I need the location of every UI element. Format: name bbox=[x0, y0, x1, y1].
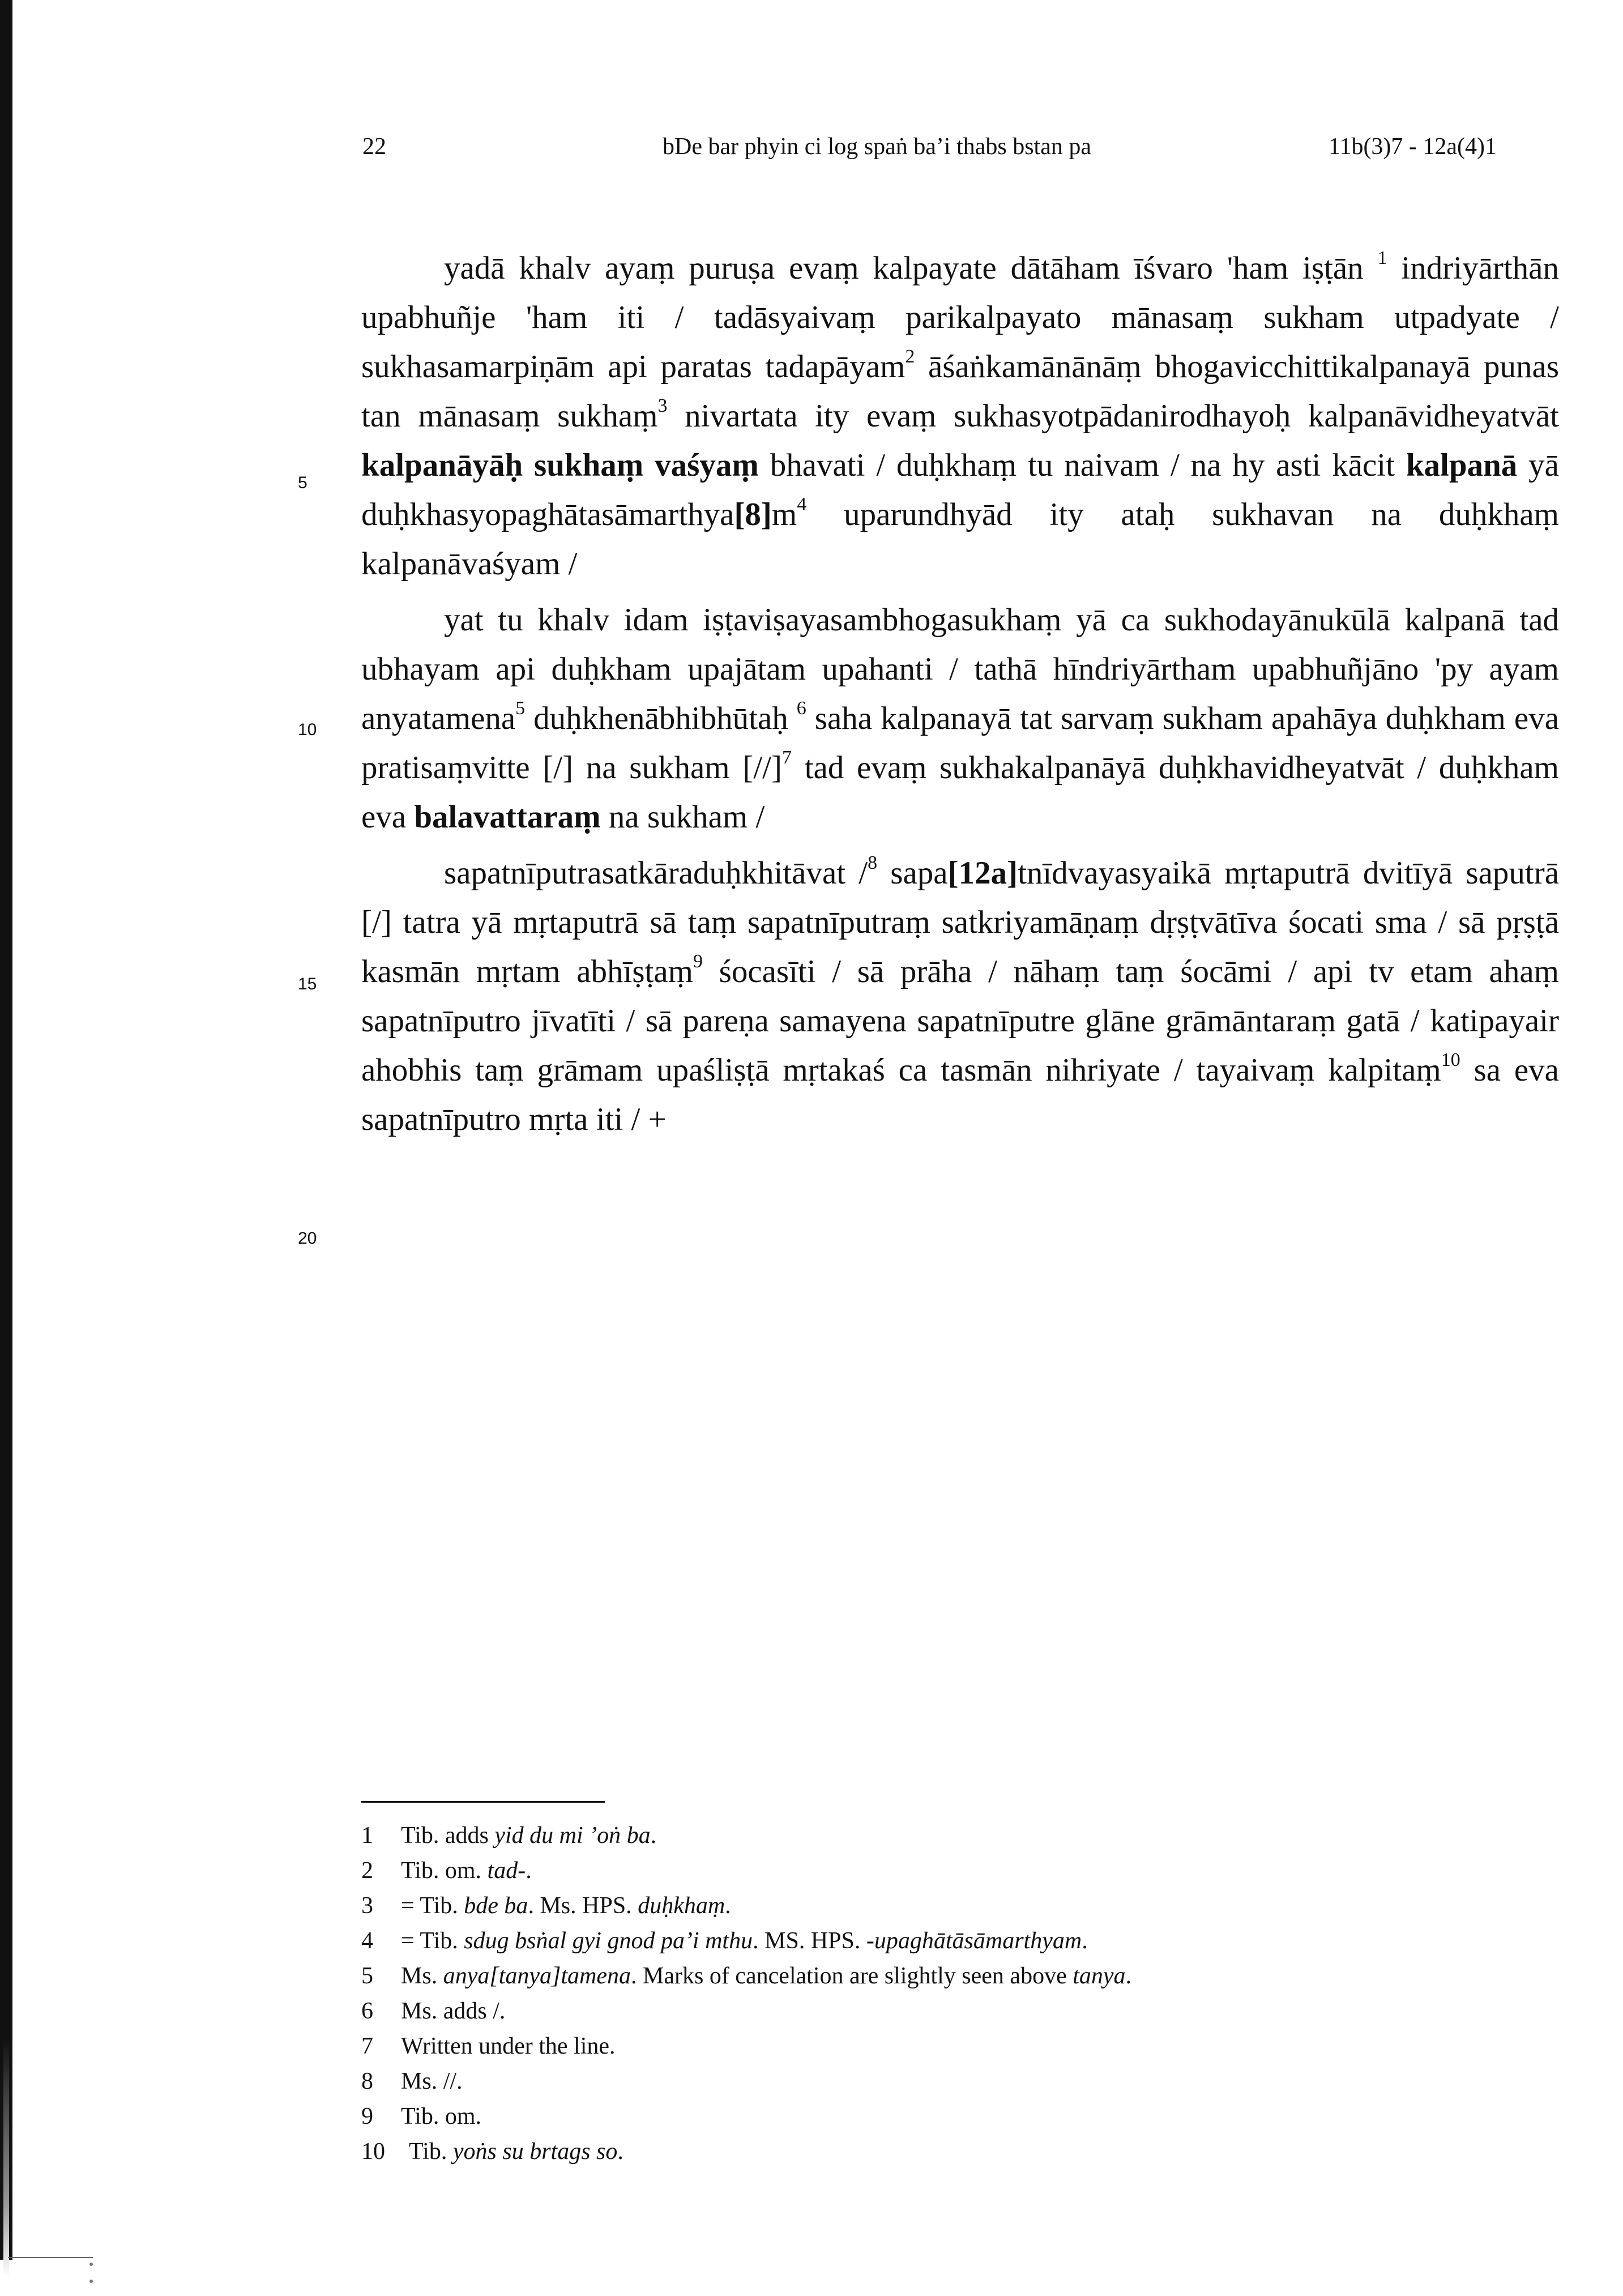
footnote: 7 Written under the line. bbox=[361, 2033, 616, 2059]
line-number-15: 15 bbox=[298, 975, 317, 993]
page-binding-edge bbox=[0, 0, 12, 2260]
bold-term: balavattaraṃ bbox=[414, 799, 601, 835]
footnote: 3 = Tib. bde ba. Ms. HPS. duḥkhaṃ. bbox=[361, 1893, 731, 1919]
footnote-ref-1: 1 bbox=[1377, 247, 1387, 268]
footnote: 2 Tib. om. tad-. bbox=[361, 1858, 532, 1884]
footnote-separator bbox=[361, 1801, 605, 1803]
footnote-ref-2: 2 bbox=[905, 346, 915, 367]
footnote-ref-4: 4 bbox=[797, 494, 807, 515]
folio-marker: [12a] bbox=[947, 855, 1018, 891]
footnote: 1 Tib. adds yid du mi ’oṅ ba. bbox=[361, 1823, 657, 1849]
footnote: 4 = Tib. sdug bsṅal gyi gnod pa’i mthu. MS. HPS. -upaghātāsāmarthyam. bbox=[361, 1928, 1088, 1954]
footnote: 5 Ms. anya[tanya]tamena. Marks of cancelation are slightly seen above tanya. bbox=[361, 1963, 1132, 1989]
speck bbox=[89, 2263, 93, 2266]
paragraph-3: sapatnīputrasatkāraduḥkhitāvat /$^8$ sapa[12a]tnīdvayasyaikā mṛtaputrā dvitīyā saputrā [/] tatra yā mṛtaputrā sā taṃ sapatnīputraṃ satkriyamāṇaṃ dṛṣṭvātīva śocati sma / sā pṛṣṭā kasmān mṛtam abhīṣṭaṃ$^9$ śocasīti / sā prāha / nāhaṃ taṃ śocāmi / api tv etam ahaṃ sapatnīputro jīvatīti / sā pareṇa samayena sapatnīputre glāne grāmāntaraṃ gatā / katipayair ahobhis taṃ grāmam upaśliṣṭā mṛtakaś ca tasmān nihriyate / tayaivaṃ kalpitaṃ$^{10}$ sa eva sapatnīputro mṛta iti / + bbox=[361, 852, 1560, 1137]
footnote-ref-3: 3 bbox=[657, 395, 668, 416]
footnote-ref-8: 8 bbox=[868, 852, 878, 873]
line-number-10: 10 bbox=[298, 720, 317, 739]
page-binding-shadow bbox=[3, 2039, 9, 2277]
edited-sanskrit-text bbox=[361, 244, 1559, 1144]
footnote-ref-5: 5 bbox=[515, 698, 526, 719]
footnote: 10 Tib. yoṅs su brtags so. bbox=[361, 2139, 623, 2165]
line-number-5: 5 bbox=[298, 473, 307, 492]
paragraph-1: yadā khalv ayaṃ puruṣa evaṃ kalpayate dātāham īśvaro 'ham iṣṭān $^1$ indriyārthān upabhuñje 'ham iti / tadāsyaivaṃ parikalpayato mānasaṃ sukham utpadyate / sukhasamarpiṇām api paratas tadapāyam$^2$ āśaṅkamānānāṃ bhogavicchittikalpanayā punas tan mānasaṃ sukhaṃ$^3$ nivartata ity evaṃ sukhasyotpādanirodhayoḥ kalpanāvidheyatvāt kalpanāyāḥ sukhaṃ vaśyaṃ bhavati / duḥkhaṃ tu naivam / na hy asti kācit kalpanā yā $duḥkhasyopaghātasāmarthya[8]m^4$ uparundhyād ity ataḥ sukhavan na duḥkhaṃ kalpanāvaśyam / bbox=[361, 247, 1559, 582]
running-title: bDe bar phyin ci log spaṅ ba’i thabs bstan pa bbox=[663, 134, 1091, 160]
footnotes bbox=[361, 1818, 1551, 2169]
footnote: 8 Ms. //. bbox=[361, 2068, 463, 2094]
paragraph-2: yat tu khalv idam iṣṭaviṣayasambhogasukhaṃ yā ca sukhodayānukūlā kalpanā tad ubhayam api duḥkham upajātam upahanti / tathā hīndriyārtham upabhuñjāno 'py ayam anyatamena$^5$ duḥkhenābhibhūtaḥ $^6$ saha kalpanayā tat sarvaṃ sukham apahāya duḥkham eva pratisaṃvitte [/] na sukham $[//]^7$ tad evaṃ sukhakalpanāyā duḥkhavidheyatvāt / duḥkham eva balavattaraṃ na sukham / bbox=[361, 602, 1560, 835]
footnote-ref-7: 7 bbox=[781, 747, 792, 768]
bold-term: kalpanāyāḥ sukhaṃ vaśyaṃ bbox=[361, 447, 759, 483]
folio-range: 11b(3)7 - 12a(4)1 bbox=[1329, 134, 1497, 160]
bold-term: kalpanā bbox=[1406, 447, 1518, 483]
footnote-ref-10: 10 bbox=[1441, 1049, 1460, 1070]
page-corner-mark bbox=[8, 2257, 93, 2258]
line-number-20: 20 bbox=[298, 1229, 317, 1248]
footnote-ref-6: 6 bbox=[796, 698, 806, 719]
folio-marker: [8] bbox=[734, 497, 772, 532]
footnote-ref-9: 9 bbox=[693, 951, 703, 972]
footnote: 9 Tib. om. bbox=[361, 2103, 482, 2129]
footnote: 6 Ms. adds /. bbox=[361, 1998, 506, 2024]
page-number: 22 bbox=[362, 134, 386, 160]
speck bbox=[89, 2280, 93, 2283]
